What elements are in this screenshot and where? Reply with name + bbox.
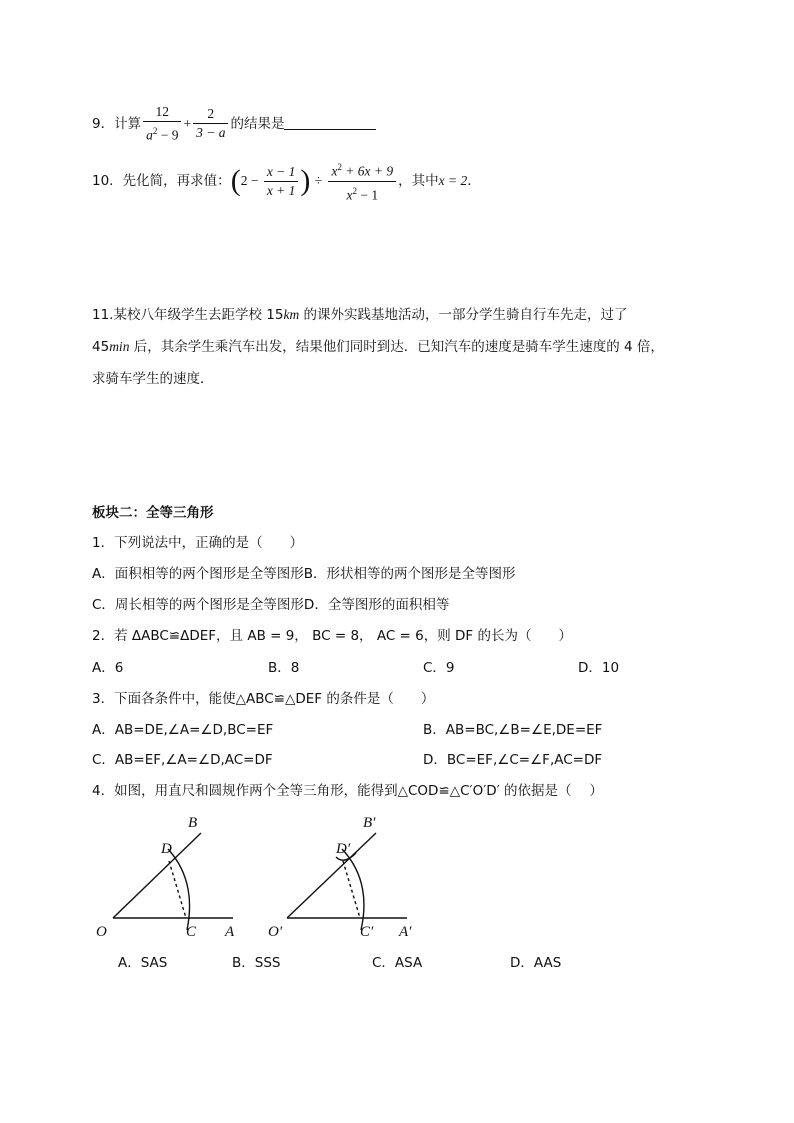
fig2-dashed-cd <box>343 861 360 918</box>
s2-q3-option-c: C．AB=EF,∠A=∠D,AC=DF <box>92 752 273 768</box>
s2-q4-option-b: B．SSS <box>232 955 281 971</box>
question-10 <box>92 158 481 204</box>
s2-q1-options-ab: A．面积相等的两个图形是全等图形B．形状相等的两个图形是全等图形 <box>92 566 516 582</box>
q10-prefix: 10．先化简，再求值： <box>92 173 231 189</box>
fig2-label-c: C′ <box>360 924 374 940</box>
q9-frac1-den-rest: − 9 <box>157 127 179 143</box>
q9-frac1-numerator: 12 <box>143 103 181 122</box>
q10-two-minus: 2 − <box>240 173 262 188</box>
q10-f2-num-var: x <box>331 163 338 179</box>
s2-q2-option-d: D．10 <box>578 660 620 676</box>
q10-f1-denominator: x + 1 <box>266 182 296 198</box>
section-2-title: 板块二：全等三角形 <box>92 505 214 521</box>
s2-q3-option-a: A．AB=DE,∠A=∠D,BC=EF <box>92 722 274 738</box>
s2-q2-stem: 2．若 ΔABC≌ΔDEF，且 AB = 9， BC = 8， AC = 6，则 DF 的长为（ ） <box>92 628 572 644</box>
q11-text-3: 后，其余学生乘汽车出发，结果他们同时到达．已知汽车的速度是骑车学生速度的 4 倍， <box>129 339 664 355</box>
q11-unit-min: min <box>109 339 130 354</box>
q10-fraction-1 <box>264 163 299 200</box>
q9-frac2-denominator: 3 − a <box>196 125 226 141</box>
q10-divide: ÷ <box>314 173 323 188</box>
s2-q4-option-a: A．SAS <box>118 955 168 971</box>
q11-unit-km: km <box>283 307 300 322</box>
fig1-dashed-cd <box>169 861 186 918</box>
q9-suffix: 的结果是 <box>230 115 285 132</box>
s2-q2-option-a: A．6 <box>92 660 124 676</box>
s2-q1-options-cd: C．周长相等的两个图形是全等图形D．全等图形的面积相等 <box>92 597 450 613</box>
q9-answer-blank <box>284 115 376 130</box>
fig2-label-o: O′ <box>268 924 283 940</box>
q10-fraction-2: $\frac{x^2 + 6x + 9}{x^2 - 1}$ <box>328 158 396 204</box>
q10-f2-den-var: x <box>346 187 353 202</box>
fig2-label-d: D′ <box>336 841 351 857</box>
q9-fraction-2 <box>193 105 228 142</box>
s2-q3-option-b: B．AB=BC,∠B=∠E,DE=EF <box>423 722 603 738</box>
q10-f2-den-rest: − 1 <box>356 187 379 202</box>
fig2-label-b: B′ <box>363 815 376 831</box>
fig2-ray-ob <box>287 833 376 918</box>
fig1-ray-ob <box>113 833 201 918</box>
q9-plus: + <box>183 115 192 131</box>
fig1-label-a: A <box>225 924 235 940</box>
s2-q2-option-b: B．8 <box>268 660 300 676</box>
q11-text-1: 11.某校八年级学生去距学校 15 <box>92 307 284 323</box>
fig1-label-d: D <box>161 841 172 857</box>
s2-q3-stem: 3．下面各条件中，能使△ABC≌△DEF 的条件是（ ） <box>92 691 435 707</box>
q10-suffix: ，其中 <box>398 173 439 189</box>
s2-q3-option-d: D．BC=EF,∠C=∠F,AC=DF <box>423 752 603 768</box>
q10-left-paren: ( <box>230 164 241 197</box>
s2-q4-option-d: D．AAS <box>510 955 562 971</box>
question-11-line-2 <box>92 337 664 357</box>
q9-fraction-1: $\frac{12}{a^2 - 9}$ <box>143 103 181 145</box>
q10-f2-num-rest: + 6x + 9 <box>341 163 394 179</box>
question-11-line-1 <box>92 305 628 325</box>
q11-number-45: 45 <box>92 339 110 355</box>
question-9 <box>92 103 376 145</box>
s2-q1-stem: 1．下列说法中，正确的是（ ） <box>92 535 304 551</box>
fig1-label-o: O <box>96 924 107 940</box>
s2-q4-option-c: C．ASA <box>372 955 423 971</box>
s2-q4-stem: 4．如图，用直尺和圆规作两个全等三角形，能得到△COD≌△C′O′D′ 的依据是（ ） <box>92 783 603 799</box>
q10-condition: x = 2 <box>438 173 468 188</box>
q10-right-paren: ) <box>300 164 311 197</box>
figure-1 <box>113 833 233 930</box>
s2-q2-option-c: C．9 <box>423 660 455 676</box>
q11-text-2: 的课外实践基地活动，一部分学生骑自行车先走，过了 <box>299 307 628 323</box>
fig2-label-a: A′ <box>399 924 412 940</box>
q10-end: ． <box>467 173 481 189</box>
fig1-label-c: C <box>186 924 197 940</box>
fig1-label-b: B <box>188 815 198 831</box>
q9-frac1-den-var: a <box>146 127 153 143</box>
q9-frac2-numerator: 2 <box>193 105 228 124</box>
question-11-line-3: 求骑车学生的速度． <box>92 371 214 387</box>
q9-prefix: 9．计算 <box>92 115 142 132</box>
q10-f1-numerator: x − 1 <box>264 163 299 182</box>
